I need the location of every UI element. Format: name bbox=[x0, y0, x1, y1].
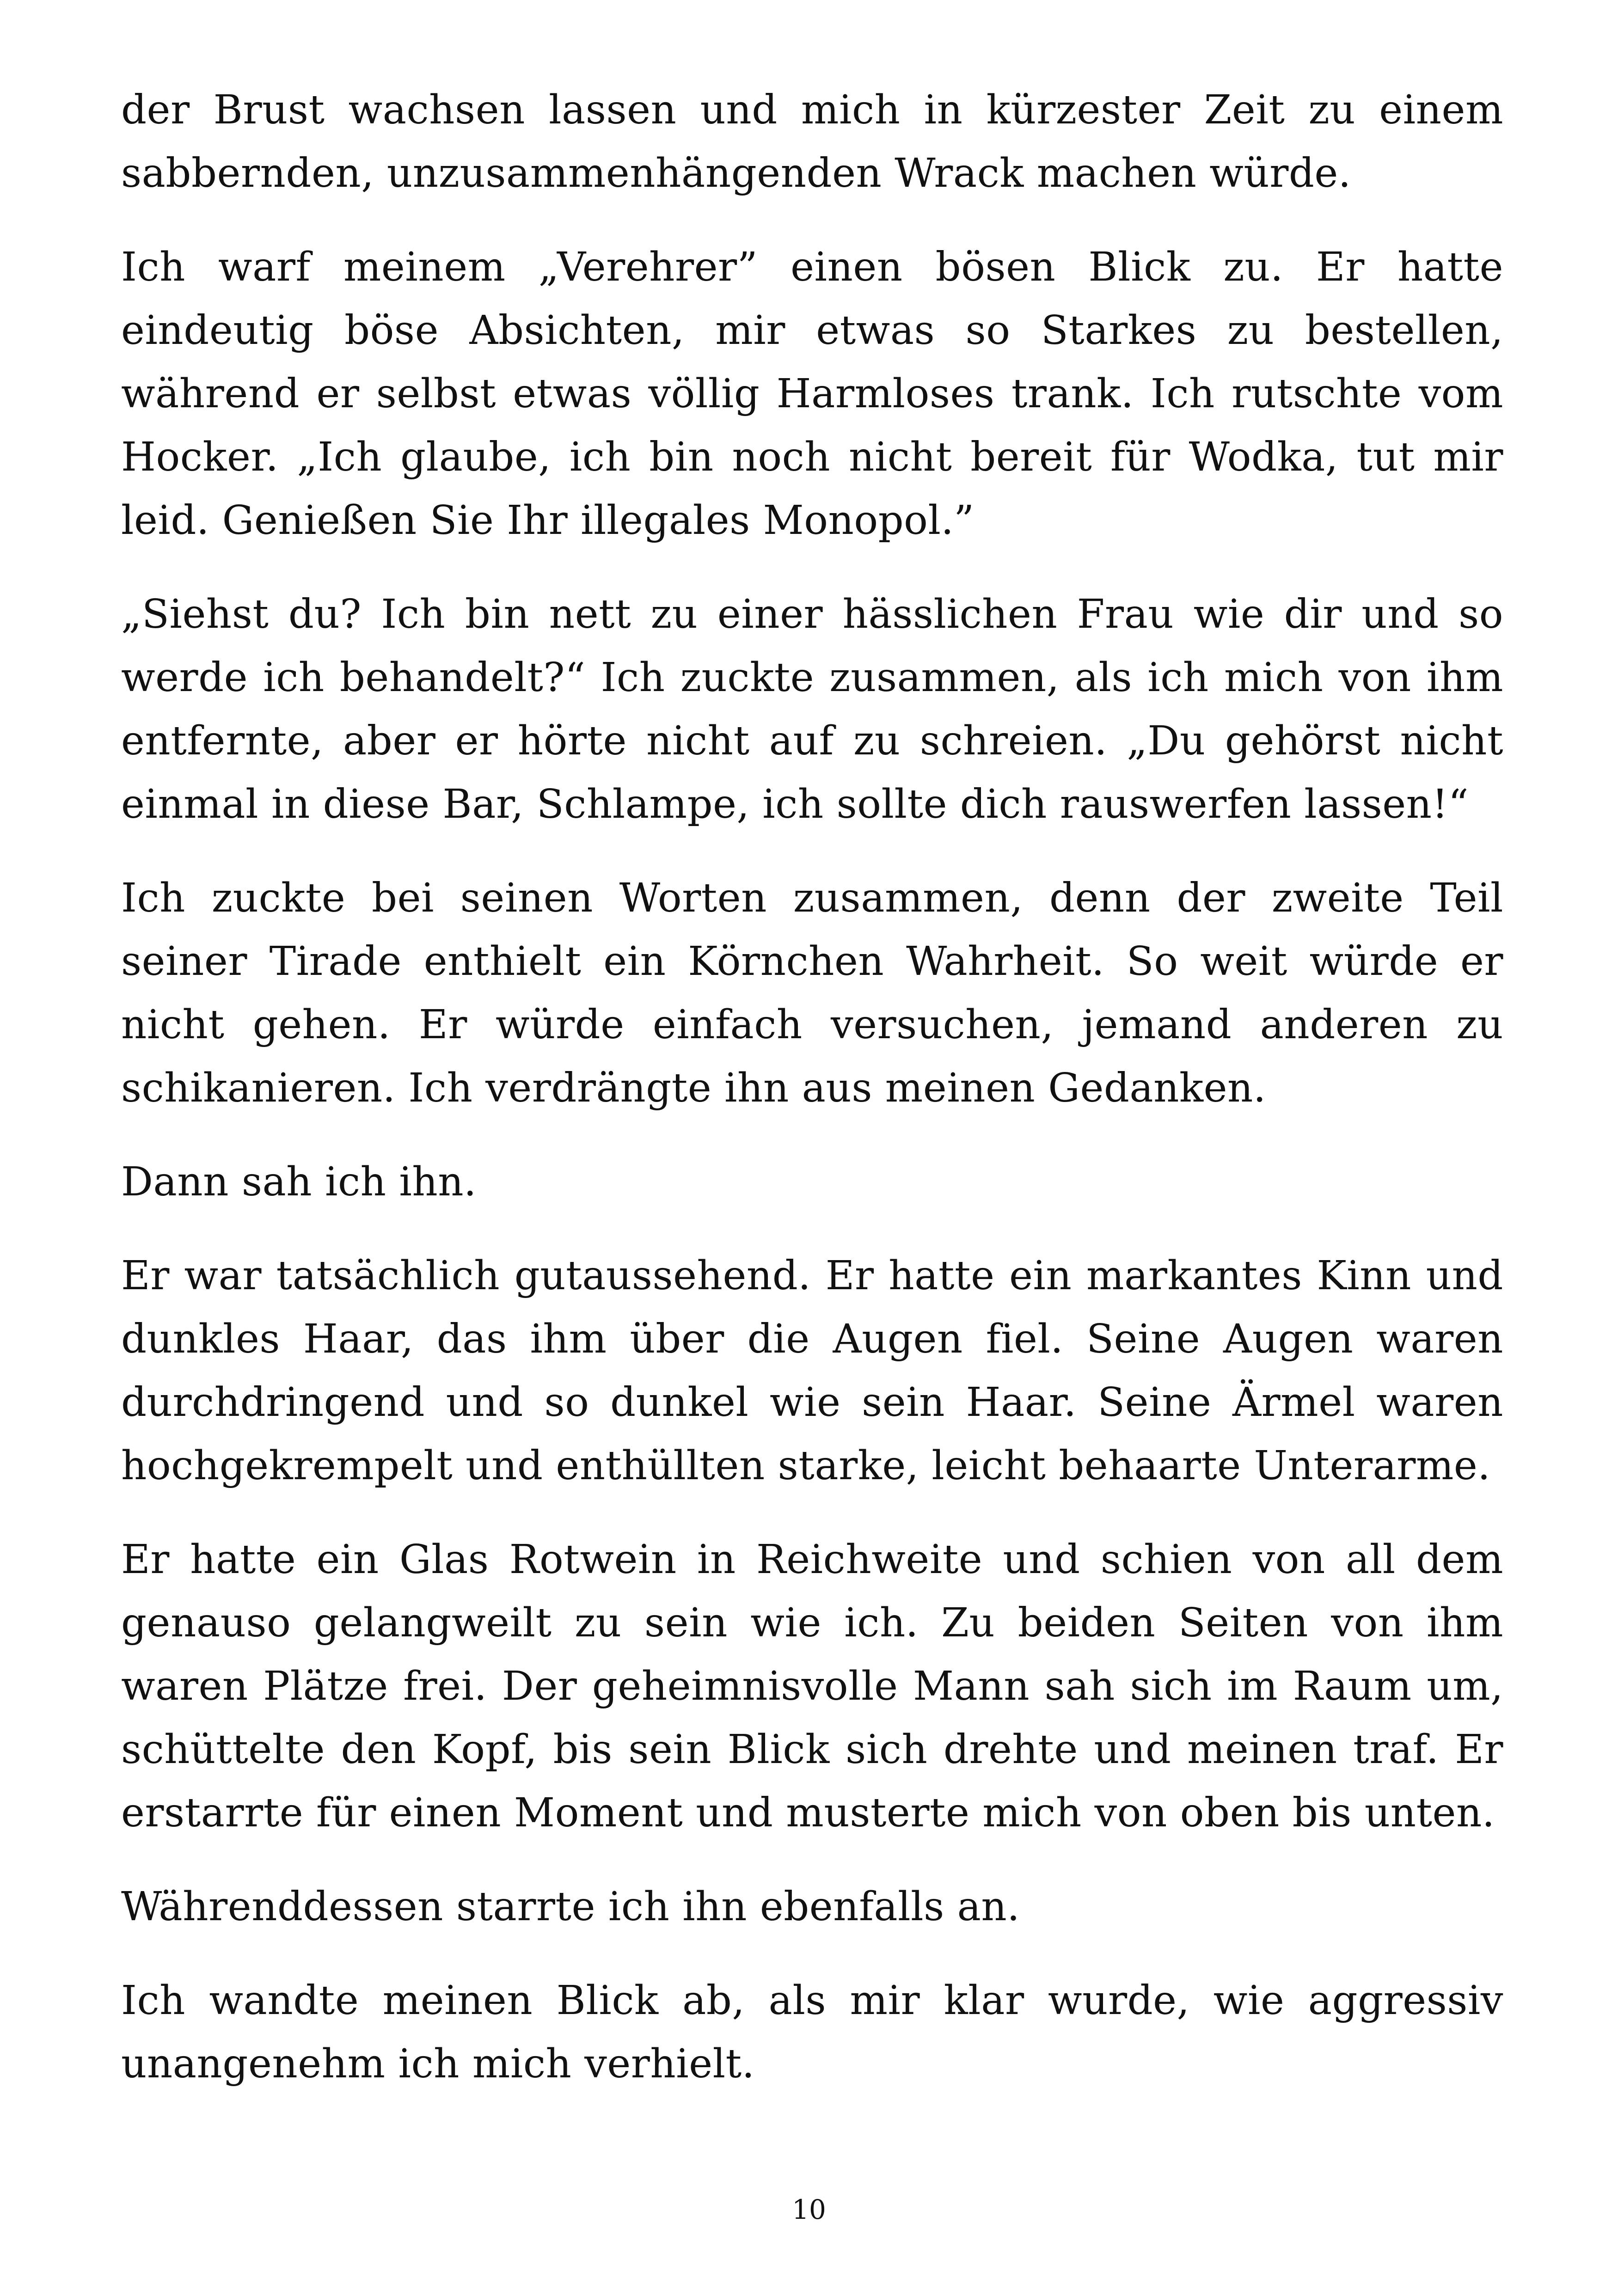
paragraph: der Brust wachsen lassen und mich in kürzester Zeit zu einem sabbernden, unzusammenhängenden Wrack machen würde. bbox=[121, 87, 1503, 196]
paragraph: Er hatte ein Glas Rotwein in Reichweite und schien von all dem genauso gelangweilt zu sein wie ich. Zu beiden Seiten von ihm waren Plätze frei. Der geheimnisvolle Mann sah sich im Raum um, schüttelte den Kopf, bis sein Blick sich drehte und meinen traf. Er erstarrte für einen Moment und musterte mich von oben bis unten. bbox=[121, 1537, 1503, 1836]
paragraph: Dann sah ich ihn. bbox=[121, 1159, 477, 1205]
body-text bbox=[121, 79, 1503, 2096]
page-number: 10 bbox=[792, 2194, 826, 2225]
paragraph: Währenddessen starrte ich ihn ebenfalls an. bbox=[121, 1884, 1020, 1930]
paragraph: „Siehst du? Ich bin nett zu einer hässlichen Frau wie dir und so werde ich behandelt?“ Ich zuckte zusammen, als ich mich von ihm entfernte, aber er hörte nicht auf zu schreien. „Du gehörst nicht einmal in diese Bar, Schlampe, ich sollte dich rauswerfen lassen!“ bbox=[121, 591, 1503, 827]
paragraph: Ich warf meinem „Verehrer” einen bösen Blick zu. Er hatte eindeutig böse Absichten, mir etwas so Starkes zu bestellen, während er selbst etwas völlig Harmloses trank. Ich rutschte vom Hocker. „Ich glaube, ich bin noch nicht bereit für Wodka, tut mir leid. Genießen Sie Ihr illegales Monopol.” bbox=[121, 244, 1503, 544]
paragraph: Er war tatsächlich gutaussehend. Er hatte ein markantes Kinn und dunkles Haar, das ihm über die Augen fiel. Seine Augen waren durchdringend und so dunkel wie sein Haar. Seine Ärmel waren hochgekrempelt und enthüllten starke, leicht behaarte Unterarme. bbox=[121, 1253, 1503, 1489]
paragraph: Ich zuckte bei seinen Worten zusammen, denn der zweite Teil seiner Tirade enthielt ein Körnchen Wahrheit. So weit würde er nicht gehen. Er würde einfach versuchen, jemand anderen zu schikanieren. Ich verdrängte ihn aus meinen Gedanken. bbox=[121, 875, 1503, 1111]
paragraph: Ich wandte meinen Blick ab, als mir klar wurde, wie aggressiv unangenehm ich mich verhielt. bbox=[121, 1978, 1503, 2087]
